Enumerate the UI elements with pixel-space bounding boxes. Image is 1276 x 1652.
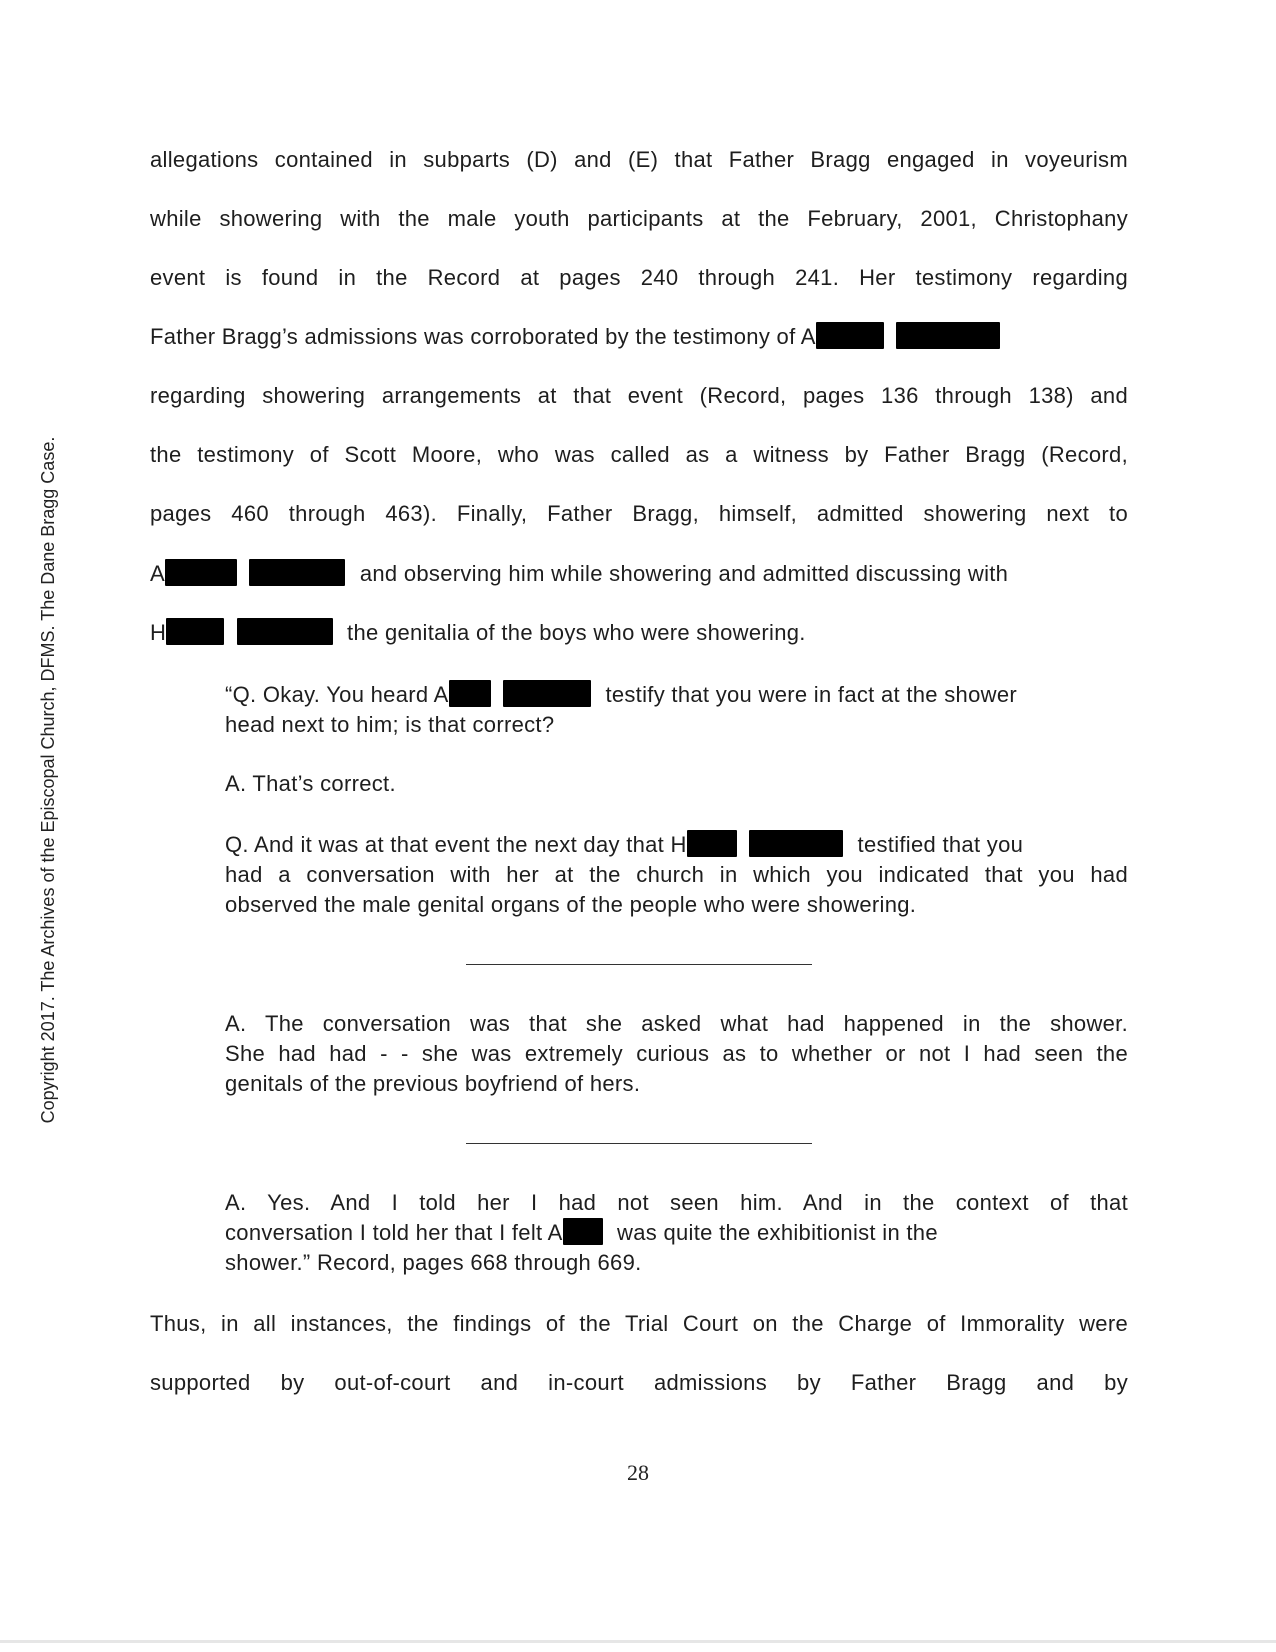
redaction-block xyxy=(687,830,737,857)
answer-1: A. That’s correct. xyxy=(225,771,396,796)
redaction-block xyxy=(749,830,843,857)
redaction-block xyxy=(237,618,333,645)
body-line-8 xyxy=(150,557,1128,591)
conclusion-line-2: supported by out-of-court and in-court admissions by Father Bragg and by xyxy=(150,1370,1128,1395)
answer-2-line-1: A. The conversation was that she asked what had happened in the shower. xyxy=(225,1011,1128,1036)
body-line-5: regarding showering arrangements at that event (Record, pages 136 through 138) and xyxy=(150,383,1128,408)
body-line-6: the testimony of Scott Moore, who was called as a witness by Father Bragg (Record, xyxy=(150,442,1128,467)
quote-line-3 xyxy=(225,830,1128,860)
redaction-block xyxy=(816,322,884,349)
quote-line-5: observed the male genital organs of the people who were showering. xyxy=(225,892,917,917)
body-line-4 xyxy=(150,320,1128,354)
quote-line-4: had a conversation with her at the church in which you indicated that you had xyxy=(225,862,1128,887)
body-line-3: event is found in the Record at pages 240 through 241. Her testimony regarding xyxy=(150,265,1128,290)
body-line-8-end: and observing him while showering and admitted discussing with xyxy=(359,561,1009,586)
quote-line-1 xyxy=(225,680,1128,710)
redaction-block xyxy=(249,559,345,586)
page-number: 28 xyxy=(627,1460,649,1485)
redaction-block xyxy=(503,680,591,707)
redaction-block xyxy=(563,1218,603,1245)
body-line-1: allegations contained in subparts (D) and (E) that Father Bragg engaged in voyeurism xyxy=(150,147,1128,172)
answer-2-line-2: She had had - - she was extremely curious as to whether or not I had seen the xyxy=(225,1041,1128,1066)
conclusion-line-1: Thus, in all instances, the findings of the Trial Court on the Charge of Immorality were xyxy=(150,1311,1128,1336)
answer-3-line-2 xyxy=(225,1218,1128,1248)
body-line-9-start: H xyxy=(150,620,167,645)
copyright-side-note: Copyright 2017. The Archives of the Episcopal Church, DFMS. The Dane Bragg Case. xyxy=(38,436,58,1124)
quote-line-1-start: “Q. Okay. You heard A xyxy=(225,682,449,707)
quote-line-1-end: testify that you were in fact at the shower xyxy=(605,682,1017,707)
redaction-block xyxy=(166,618,224,645)
answer-3-line-2-end: was quite the exhibitionist in the xyxy=(617,1220,938,1245)
answer-3-line-3: shower.” Record, pages 668 through 669. xyxy=(225,1250,642,1275)
body-line-8-start: A xyxy=(150,561,165,586)
page-bottom-edge xyxy=(0,1640,1276,1643)
body-line-7: pages 460 through 463). Finally, Father Bragg, himself, admitted showering next to xyxy=(150,501,1128,526)
redaction-block xyxy=(896,322,1000,349)
quote-line-3-end: testified that you xyxy=(857,832,1024,857)
body-line-9-end: the genitalia of the boys who were showering. xyxy=(347,620,806,645)
answer-2-line-3: genitals of the previous boyfriend of hers. xyxy=(225,1071,641,1096)
redaction-block xyxy=(165,559,237,586)
answer-3-line-1: A. Yes. And I told her I had not seen him. And in the context of that xyxy=(225,1190,1128,1215)
body-line-2: while showering with the male youth participants at the February, 2001, Christophany xyxy=(150,206,1128,231)
redaction-block xyxy=(449,680,491,707)
omission-divider xyxy=(466,964,812,965)
body-line-4-text: Father Bragg’s admissions was corroborated by the testimony of A xyxy=(150,324,816,349)
quote-line-2: head next to him; is that correct? xyxy=(225,712,555,737)
answer-3-line-2-start: conversation I told her that I felt A xyxy=(225,1220,563,1245)
body-line-9 xyxy=(150,616,1128,650)
quote-line-3-start: Q. And it was at that event the next day that H xyxy=(225,832,687,857)
omission-divider xyxy=(466,1143,812,1144)
